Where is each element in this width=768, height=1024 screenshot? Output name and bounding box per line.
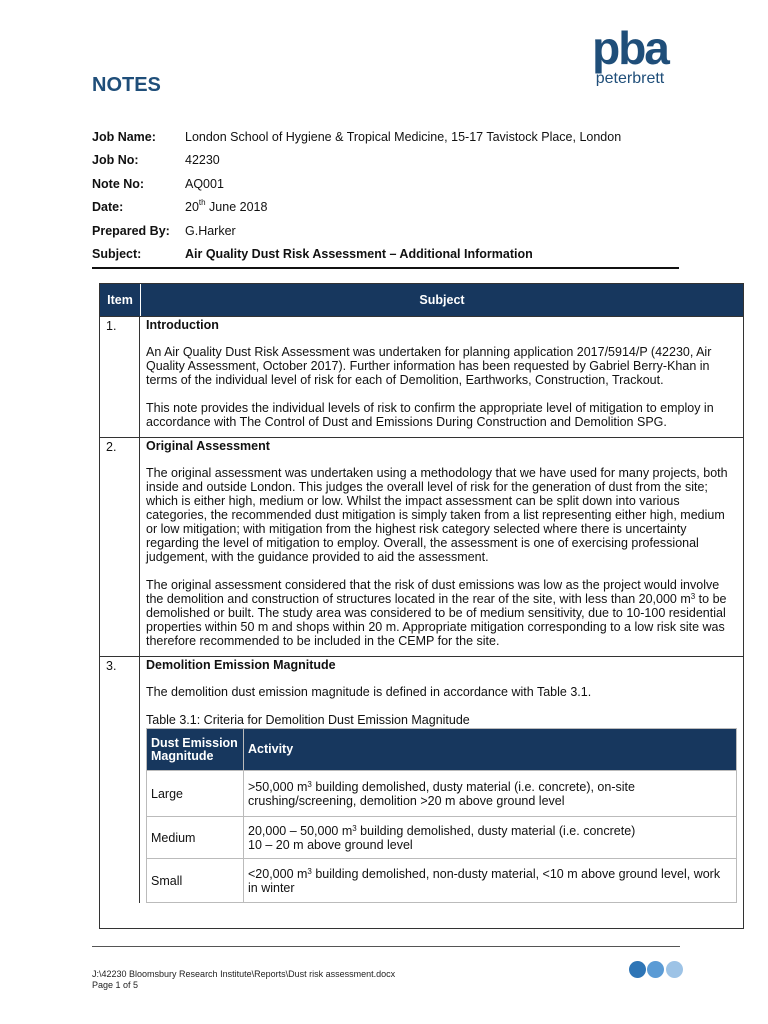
activity-text: >50,000 m [248, 779, 308, 794]
sub-header-activity: Activity [244, 729, 737, 771]
meta-row-date [92, 196, 682, 220]
meta-value: Air Quality Dust Risk Assessment – Additional Information [185, 247, 533, 262]
meta-label: Date: [92, 200, 124, 215]
activity-text: building demolished, dusty material (i.e. concrete), on-site crushing/screening, demolition >20 m above ground level [248, 779, 635, 808]
header-subject: Subject [419, 293, 465, 307]
magnitude-cell: Medium [147, 817, 244, 859]
meta-label: Prepared By: [92, 223, 170, 238]
footer-divider [92, 946, 680, 947]
pba-logo [574, 24, 686, 86]
item-content [140, 317, 743, 437]
item-number: 1. [100, 317, 140, 437]
table-row [100, 438, 743, 657]
sub-table-row [147, 771, 737, 817]
page-number: Page 1 of 5 [92, 980, 139, 990]
meta-value: G.Harker [185, 223, 236, 238]
meta-value: London School of Hygiene & Tropical Medicine, 15-17 Tavistock Place, London [185, 129, 622, 144]
meta-label: Job Name: [92, 129, 156, 144]
dot-icon [647, 961, 664, 978]
paragraph: This note provides the individual levels of risk to confirm the appropriate level of mitigation to employ in accordance with The Control of Dust and Emissions During Construction and Demolition SPG. [146, 401, 714, 429]
section-title: Original Assessment [146, 439, 270, 453]
table-row [100, 657, 743, 903]
logo-sub-text: peterbrett [595, 70, 665, 86]
sub-table-row [147, 817, 737, 859]
magnitude-cell: Large [147, 771, 244, 817]
superscript: 3 [690, 592, 696, 601]
sub-table-header [147, 729, 737, 771]
date-rest: June 2018 [205, 200, 268, 215]
meta-value [185, 200, 682, 214]
paragraph: An Air Quality Dust Risk Assessment was undertaken for planning application 2017/5914/P (42230, Air Quality Assessment, October 2017). Further information has been requested by Gabriel Berry-Khan in terms of the individual level of risk for each of Demolition, Earthworks, Construction, Trackout. [146, 345, 712, 387]
meta-row-job-name [92, 125, 682, 149]
meta-label: Job No: [92, 153, 139, 168]
sub-header-magnitude: Dust Emission Magnitude [147, 729, 244, 771]
file-path: J:\42230 Bloomsbury Research Institute\Reports\Dust risk assessment.docx [92, 969, 396, 979]
activity-cell [244, 859, 737, 903]
dot-icon [666, 961, 683, 978]
paragraph-part: to be demolished or built. The study area was considered to be of medium sensitivity, due to 10-100 residential properties within 50 m and shops within 20 m. Appropriate mitigation corresponding to a low risk site was therefore recommended to be included in the CEMP for the site. [146, 592, 727, 648]
table-header [100, 284, 743, 317]
superscript: 3 [307, 779, 312, 789]
date-suffix: th [198, 198, 206, 208]
footer [92, 969, 395, 991]
meta-row-job-no [92, 149, 682, 173]
meta-row-prepared-by [92, 219, 682, 243]
item-number: 2. [100, 438, 140, 656]
date-day: 20 [185, 200, 199, 215]
paragraph: The original assessment was undertaken using a methodology that we have used for many projects, both inside and outside London. This judges the overall level of risk for the generation of dust from the site; which is either high, medium or low. Whilst the impact assessment can be split down into various categories, the recommended dust mitigation is simply taken from a list representing either high, medium or low mitigation; with mitigation from the highest risk category selected where there is uncertainty regarding the level of mitigation to employ. Overall, the assessment is one of exercising professional judgement, with the guidance provided to aid the assessment. [146, 466, 728, 564]
dot-icon [629, 961, 646, 978]
meta-value: 42230 [185, 153, 220, 168]
meta-label: Subject: [92, 247, 142, 262]
item-content [140, 657, 743, 903]
item-content [140, 438, 743, 656]
magnitude-cell: Small [147, 859, 244, 903]
activity-cell [244, 817, 737, 859]
meta-row-note-no [92, 172, 682, 196]
logo-brand-text: pba [592, 24, 668, 74]
superscript: 3 [307, 866, 312, 876]
table-row [100, 317, 743, 438]
activity-cell [244, 771, 737, 817]
activity-text: building demolished, dusty material (i.e. concrete) [356, 823, 636, 838]
paragraph [146, 578, 737, 648]
meta-row-subject [92, 243, 682, 267]
meta-label: Note No: [92, 176, 145, 191]
note-meta [92, 125, 682, 266]
activity-text: 20,000 – 50,000 m [248, 823, 353, 838]
header-item: Item [100, 284, 141, 316]
paragraph: The demolition dust emission magnitude is defined in accordance with Table 3.1. [146, 685, 592, 699]
page-title: NOTES [92, 74, 161, 96]
section-title: Introduction [146, 318, 219, 332]
sub-table-row [147, 859, 737, 903]
item-number: 3. [100, 657, 140, 903]
activity-text: <20,000 m [248, 866, 308, 881]
section-title: Demolition Emission Magnitude [146, 658, 336, 672]
paragraph-part: The original assessment considered that the risk of dust emissions was low as the project would involve the demolition and construction of structures located in the rear of the site, with less than 20,000 m [146, 578, 720, 606]
activity-text: building demolished, non-dusty material, <10 m above ground level, work in winter [248, 866, 721, 895]
table-caption: Table 3.1: Criteria for Demolition Dust Emission Magnitude [146, 713, 470, 727]
superscript: 3 [352, 823, 357, 833]
notes-table [99, 283, 744, 929]
footer-dots-logo [629, 961, 680, 983]
meta-value: AQ001 [185, 176, 224, 191]
demolition-criteria-table [146, 728, 737, 903]
header-divider [92, 267, 679, 269]
activity-text: 10 – 20 m above ground level [248, 837, 413, 852]
